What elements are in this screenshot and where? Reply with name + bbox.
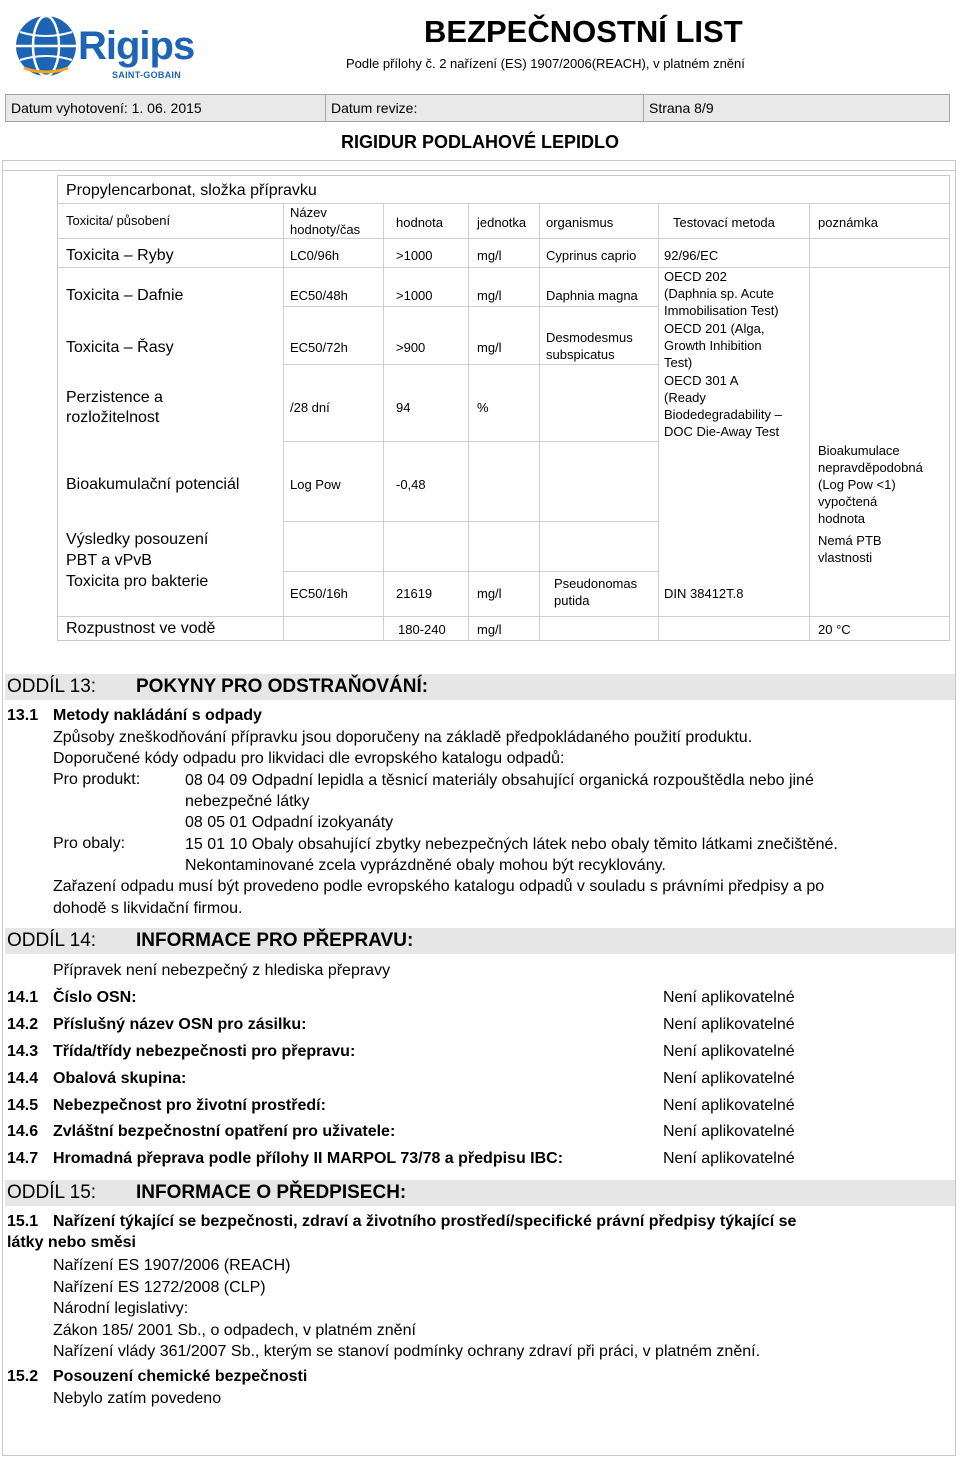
item-label: Příslušný název OSN pro zásilku:: [53, 1016, 307, 1033]
row-note: Bioakumulace nepravděpodobná (Log Pow <1) vypočtená hodnota: [818, 443, 923, 526]
row-value: 180-240: [398, 622, 446, 637]
regulation-list: [53, 1255, 760, 1363]
row-name: LC0/96h: [290, 248, 340, 263]
row-effect: Toxicita – Řasy: [66, 339, 174, 356]
item-number: 14.7: [7, 1150, 39, 1167]
item-value: Není aplikovatelné: [663, 1016, 795, 1033]
product-name: RIGIDUR PODLAHOVÉ LEPIDLO: [340, 132, 619, 152]
item-value: Není aplikovatelné: [663, 1150, 795, 1167]
section-number: ODDÍL 13:: [7, 676, 97, 697]
row-note: 20 °C: [818, 622, 851, 637]
product-label: Pro produkt:: [53, 771, 141, 788]
row-unit: mg/l: [477, 248, 502, 263]
created-date: Datum vyhotovení: 1. 06. 2015: [11, 100, 202, 116]
row-effect: Toxicita pro bakterie: [66, 573, 209, 590]
globe-icon: [10, 10, 82, 82]
section-13-header: [5, 674, 955, 700]
row-value: >1000: [396, 248, 433, 263]
subsection-number: 15.2: [7, 1368, 39, 1385]
item-label: Hromadná přeprava podle přílohy II MARPOL 73/78 a předpisu IBC:: [53, 1150, 564, 1167]
section-14-header: [5, 928, 955, 954]
row-value: 94: [396, 400, 411, 415]
paragraph: Přípravek není nebezpečný z hlediska přepravy: [53, 962, 391, 979]
item-number: 14.5: [7, 1097, 39, 1114]
list-item: Nařízení vlády 361/2007 Sb., kterým se stanoví podmínky ochrany zdraví při práci, v platném znění.: [53, 1343, 761, 1360]
page-number: Strana 8/9: [649, 100, 714, 116]
item-value: Není aplikovatelné: [663, 1043, 795, 1060]
item-label: Zvláštní bezpečnostní opatření pro uživatele:: [53, 1123, 396, 1140]
doc-title: BEZPEČNOSTNÍ LIST: [424, 14, 743, 49]
row-name: Log Pow: [290, 477, 341, 492]
row-value: >900: [396, 340, 426, 355]
row-effect: Výsledky posouzení PBT a vPvB: [66, 531, 209, 569]
item-value: Není aplikovatelné: [663, 1070, 795, 1087]
row-organism: Pseudonomas putida: [554, 576, 638, 608]
col-header-note: poznámka: [818, 215, 878, 230]
section-number: ODDÍL 14:: [7, 930, 97, 951]
subsection-number: 15.1: [7, 1213, 39, 1230]
subsection-title: Nařízení týkající se bezpečnosti, zdraví a životního prostředí/specifické právní předpisy týkající se: [53, 1213, 797, 1230]
item-label: Číslo OSN:: [53, 989, 137, 1006]
row-value: >1000: [396, 288, 433, 303]
row-method: 92/96/EC: [664, 248, 719, 263]
subsection-title: Posouzení chemické bezpečnosti: [53, 1368, 308, 1385]
paragraph: Zařazení odpadu musí být provedeno podle evropského katalogu odpadů v souladu s právními předpisy a po dohodě s likvidační firmou.: [53, 878, 825, 917]
section-title: INFORMACE PRO PŘEPRAVU:: [136, 930, 414, 951]
packaging-label: Pro obaly:: [53, 835, 126, 852]
list-item: Nařízení ES 1272/2008 (CLP): [53, 1278, 266, 1296]
item-label: Nebezpečnost pro životní prostředí:: [53, 1097, 326, 1114]
brand-sub: SAINT-GOBAIN: [112, 70, 182, 80]
item-number: 14.4: [7, 1070, 39, 1087]
row-name: EC50/72h: [290, 340, 348, 355]
packaging-codes: 15 01 10 Obaly obsahující zbytky nebezpečných látek nebo obaly těmito látkami znečištěné. Nekontaminované zcela vyprázdněné obaly mohou být recyklovány.: [185, 836, 838, 874]
row-method: OECD 201 (Alga, Growth Inhibition Test): [664, 321, 765, 370]
section-number: ODDÍL 15:: [7, 1182, 97, 1203]
col-header-name: Název hodnoty/čas: [290, 205, 361, 237]
row-effect: Toxicita – Dafnie: [66, 287, 184, 304]
revision-date: Datum revize:: [331, 100, 418, 116]
item-value: Není aplikovatelné: [663, 1097, 795, 1114]
paragraph: Způsoby zneškodňování přípravku jsou doporučeny na základě předpokládaného použití produktu.: [53, 729, 753, 746]
row-effect: Perzistence a rozložitelnost: [66, 389, 163, 426]
row-organism: Cyprinus caprio: [546, 248, 637, 263]
subsection-number: 13.1: [7, 707, 39, 724]
row-unit: mg/l: [477, 622, 502, 637]
row-unit: mg/l: [477, 340, 502, 355]
section-title: INFORMACE O PŘEDPISECH:: [136, 1182, 407, 1203]
row-organism: Desmodesmus subspicatus: [546, 330, 633, 362]
col-header-organism: organismus: [546, 215, 614, 230]
row-unit: mg/l: [477, 288, 502, 303]
row-effect: Bioakumulační potenciál: [66, 476, 240, 493]
col-header-value: hodnota: [396, 215, 443, 230]
paragraph: Doporučené kódy odpadu pro likvidaci dle evropského katalogu odpadů:: [53, 750, 565, 767]
row-name: EC50/16h: [290, 586, 348, 601]
item-number: 14.6: [7, 1123, 39, 1140]
row-method: DIN 38412T.8: [664, 586, 744, 601]
item-label: Třída/třídy nebezpečnosti pro přepravu:: [53, 1043, 356, 1060]
row-value: -0,48: [396, 477, 426, 492]
row-effect: Rozpustnost ve vodě: [66, 620, 216, 637]
row-name: EC50/48h: [290, 288, 348, 303]
col-header-method: Testovací metoda: [673, 215, 775, 230]
brand-name: Rigips: [78, 24, 195, 68]
row-organism: Daphnia magna: [546, 288, 638, 303]
row-method: OECD 202 (Daphnia sp. Acute Immobilisation Test): [664, 269, 779, 318]
section-15-header: [5, 1180, 955, 1206]
ecotox-table: [57, 175, 950, 641]
subsection-title-cont: látky nebo směsi: [7, 1234, 136, 1251]
col-header-effect: Toxicita/ působení: [66, 213, 171, 228]
product-codes: 08 04 09 Odpadní lepidla a těsnicí materiály obsahující organická rozpouštědla nebo jiné nebezpečné látky 08 05 01 Odpadní izokyanáty: [185, 772, 814, 831]
list-item: Zákon 185/ 2001 Sb., o odpadech, v platném znění: [53, 1321, 416, 1339]
item-label: Obalová skupina:: [53, 1070, 187, 1087]
row-value: 21619: [396, 586, 433, 601]
item-number: 14.2: [7, 1016, 39, 1033]
col-header-unit: jednotka: [477, 215, 527, 230]
subsection-title: Metody nakládání s odpady: [53, 707, 262, 724]
header-info-bar: [5, 94, 950, 122]
table-title: Propylencarbonat, složka přípravku: [66, 182, 317, 199]
item-value: Není aplikovatelné: [663, 989, 795, 1006]
row-note: Nemá PTB vlastnosti: [818, 533, 882, 565]
row-effect: Toxicita – Ryby: [66, 247, 174, 264]
item-value: Není aplikovatelné: [663, 1123, 795, 1140]
row-method: OECD 301 A (Ready Biodedegradability – DOC Die-Away Test: [664, 373, 782, 439]
list-item: Národní legislativy:: [53, 1300, 189, 1317]
paragraph: Nebylo zatím povedeno: [53, 1390, 222, 1407]
row-unit: mg/l: [477, 586, 502, 601]
section-title: POKYNY PRO ODSTRAŇOVÁNÍ:: [136, 676, 429, 697]
item-number: 14.3: [7, 1043, 39, 1060]
item-number: 14.1: [7, 989, 39, 1006]
row-unit: %: [477, 400, 489, 415]
doc-subtitle: Podle přílohy č. 2 nařízení (ES) 1907/2006(REACH), v platném znění: [346, 56, 745, 71]
list-item: Nařízení ES 1907/2006 (REACH): [53, 1257, 291, 1274]
row-name: /28 dní: [290, 400, 330, 415]
